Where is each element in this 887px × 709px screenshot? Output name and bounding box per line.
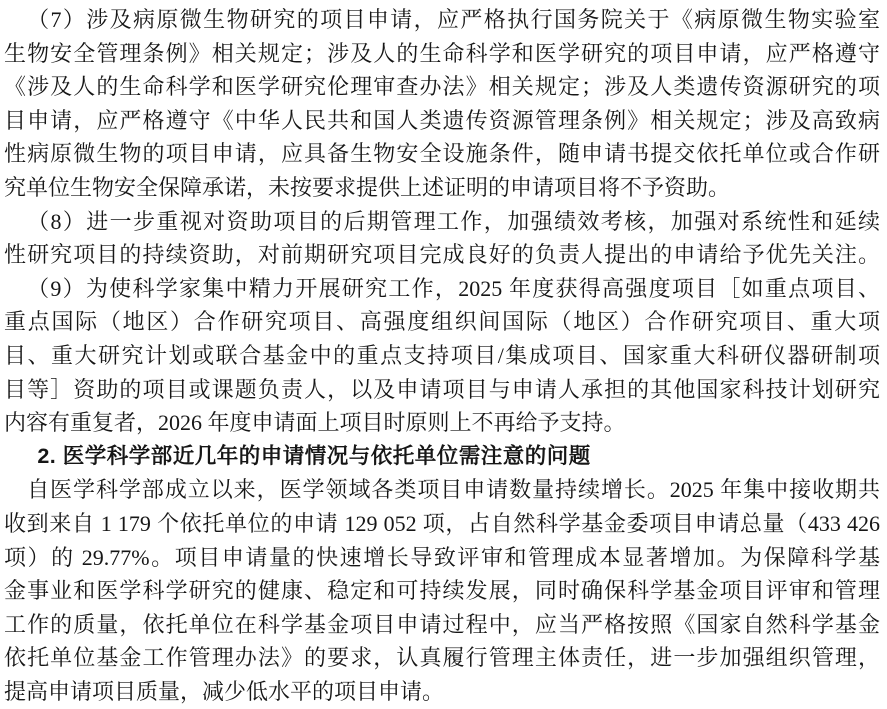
text-line: （7）涉及病原微生物研究的项目申请，应严格执行国务院关于《病原微生物实验室 xyxy=(27,7,880,32)
text-line: 内容有重复者，2026 年度申请面上项目时原则上不再给予支持。 xyxy=(4,410,626,436)
text-line: 依托单位基金工作管理办法》的要求，认真履行管理主体责任，进一步加强组织管理， xyxy=(4,645,880,671)
text-line: 目等］资助的项目或课题负责人，以及申请项目与申请人承担的其他国家科技计划研究 xyxy=(4,376,880,402)
text-line: 生物安全管理条例》相关规定；涉及人的生命科学和医学研究的项目申请，应严格遵守 xyxy=(4,40,880,66)
text-line: 目申请，应严格遵守《中华人民共和国人类遗传资源管理条例》相关规定；涉及高致病 xyxy=(4,107,880,133)
text-line: 目、重大研究计划或联合基金中的重点支持项目/集成项目、国家重大科研仪器研制项 xyxy=(4,342,880,368)
text-line: 金事业和医学科学研究的健康、稳定和可持续发展，同时确保科学基金项目评审和管理 xyxy=(4,578,880,604)
text-line: 究单位生物安全保障承诺，未按要求提供上述证明的申请项目将不予资助。 xyxy=(4,174,731,200)
text-line: （8）进一步重视对资助项目的后期管理工作，加强绩效考核，加强对系统性和延续 xyxy=(27,208,880,234)
text-line: 《涉及人的生命科学和医学研究伦理审查办法》相关规定；涉及人类遗传资源研究的项 xyxy=(4,74,880,100)
text-line: 自医学科学部成立以来，医学领域各类项目申请数量持续增长。2025 年集中接收期共 xyxy=(27,477,880,503)
text-line: 工作的质量，依托单位在科学基金项目申请过程中，应当严格按照《国家自然科学基金 xyxy=(4,611,880,637)
section-heading: 2. 医学科学部近几年的申请情况与依托单位需注意的问题 xyxy=(37,443,591,468)
text-line: 性病原微生物的项目申请，应具备生物安全设施条件，随申请书提交依托单位或合作研 xyxy=(4,141,880,167)
text-line: 性研究项目的持续资助，对前期研究项目完成良好的负责人提出的申请给予优先关注。 xyxy=(4,242,880,268)
text-line: 提高申请项目质量，减少低水平的项目申请。 xyxy=(4,678,445,704)
text-line: （9）为使科学家集中精力开展研究工作，2025 年度获得高强度项目［如重点项目、 xyxy=(27,275,880,301)
text-line: 项）的 29.77%。项目申请量的快速增长导致评审和管理成本显著增加。为保障科学基 xyxy=(4,544,880,570)
text-line: 收到来自 1 179 个依托单位的申请 129 052 项，占自然科学基金委项目申请总量（433 426 xyxy=(4,510,880,536)
text-line: 重点国际（地区）合作研究项目、高强度组织间国际（地区）合作研究项目、重大项 xyxy=(4,309,880,335)
